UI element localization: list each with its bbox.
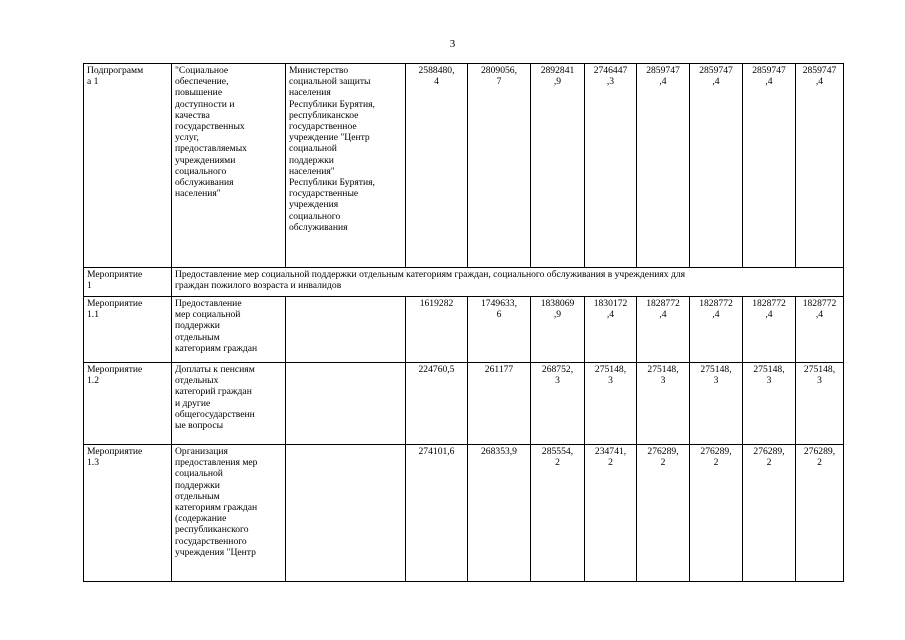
table-row bbox=[84, 445, 844, 582]
event-description: Предоставление мер социальной поддержки отдельным категориям граждан, социального обслуживания в учреждениях для граждан пожилого возраста и инвалидов bbox=[172, 268, 844, 297]
row-executor: Министерство социальной защиты населения Республики Бурятия, республиканское государственное учреждение "Центр социальной поддержки населения" Республики Бурятия, государственные учреждения социального обслуживания bbox=[286, 64, 406, 268]
table-row bbox=[84, 64, 844, 268]
value-cell: 224760,5 bbox=[406, 363, 468, 445]
value-cell: 275148, 3 bbox=[690, 363, 743, 445]
value-cell: 2859747 ,4 bbox=[743, 64, 796, 268]
value-cell: 1830172 ,4 bbox=[585, 297, 637, 363]
value-cell: 1828772 ,4 bbox=[690, 297, 743, 363]
row-name: Доплаты к пенсиям отдельных категорий граждан и другие общегосударственн ые вопросы bbox=[172, 363, 286, 445]
value-cell: 268752, 3 bbox=[531, 363, 585, 445]
budget-table bbox=[83, 63, 844, 582]
value-cell: 2892841 ,9 bbox=[531, 64, 585, 268]
row-code: Мероприятие 1.3 bbox=[84, 445, 172, 582]
row-name: "Социальное обеспечение, повышение доступности и качества государственных услуг, предоставляемых учреждениями социального обслуживания населения" bbox=[172, 64, 286, 268]
value-cell: 1619282 bbox=[406, 297, 468, 363]
value-cell: 1838069 ,9 bbox=[531, 297, 585, 363]
row-name: Организация предоставления мер социальной поддержки отдельным категориям граждан (содержание республиканского государственного учреждения "Центр bbox=[172, 445, 286, 582]
row-executor bbox=[286, 297, 406, 363]
value-cell: 275148, 3 bbox=[743, 363, 796, 445]
value-cell: 2859747 ,4 bbox=[637, 64, 690, 268]
table-row bbox=[84, 268, 844, 297]
value-cell: 276289, 2 bbox=[796, 445, 844, 582]
value-cell: 276289, 2 bbox=[690, 445, 743, 582]
value-cell: 276289, 2 bbox=[637, 445, 690, 582]
value-cell: 276289, 2 bbox=[743, 445, 796, 582]
value-cell: 2809056, 7 bbox=[468, 64, 531, 268]
value-cell: 1828772 ,4 bbox=[637, 297, 690, 363]
row-executor bbox=[286, 363, 406, 445]
value-cell: 2588480, 4 bbox=[406, 64, 468, 268]
value-cell: 1828772 ,4 bbox=[796, 297, 844, 363]
table-row bbox=[84, 363, 844, 445]
value-cell: 275148, 3 bbox=[796, 363, 844, 445]
row-code: Мероприятие 1 bbox=[84, 268, 172, 297]
page-number: 3 bbox=[449, 38, 456, 50]
value-cell: 275148, 3 bbox=[637, 363, 690, 445]
value-cell: 2859747 ,4 bbox=[690, 64, 743, 268]
row-code: Мероприятие 1.2 bbox=[84, 363, 172, 445]
value-cell: 274101,6 bbox=[406, 445, 468, 582]
row-name: Предоставление мер социальной поддержки отдельным категориям граждан bbox=[172, 297, 286, 363]
value-cell: 268353,9 bbox=[468, 445, 531, 582]
value-cell: 234741, 2 bbox=[585, 445, 637, 582]
value-cell: 285554, 2 bbox=[531, 445, 585, 582]
row-code: Мероприятие 1.1 bbox=[84, 297, 172, 363]
value-cell: 1828772 ,4 bbox=[743, 297, 796, 363]
row-executor bbox=[286, 445, 406, 582]
value-cell: 2859747 ,4 bbox=[796, 64, 844, 268]
row-code: Подпрограмм а 1 bbox=[84, 64, 172, 268]
value-cell: 261177 bbox=[468, 363, 531, 445]
table-row bbox=[84, 297, 844, 363]
value-cell: 1749633, 6 bbox=[468, 297, 531, 363]
value-cell: 2746447 ,3 bbox=[585, 64, 637, 268]
value-cell: 275148, 3 bbox=[585, 363, 637, 445]
